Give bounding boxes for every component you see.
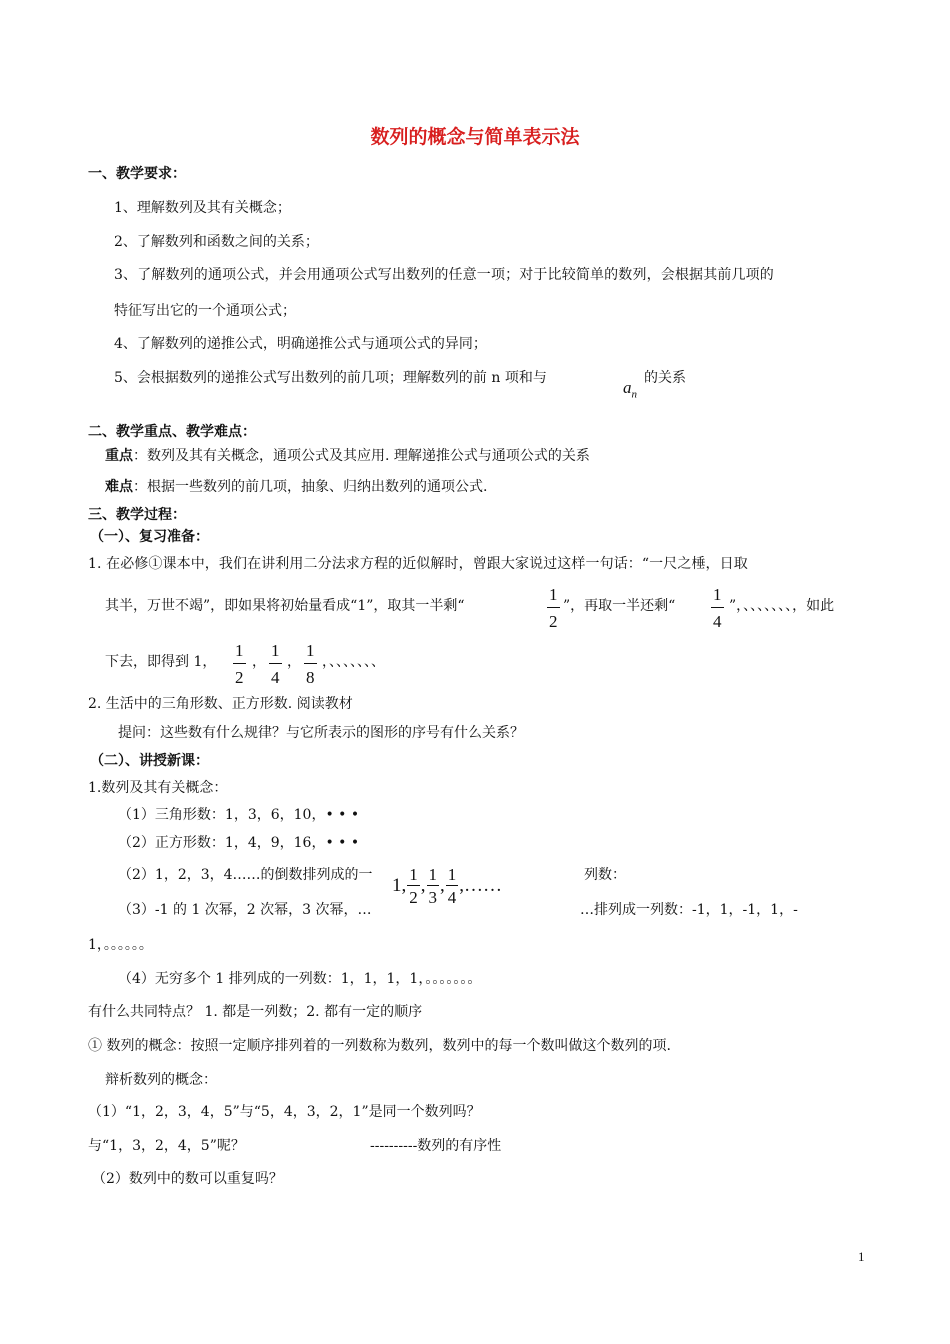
requirement-1: 1、理解数列及其有关概念； xyxy=(114,200,291,216)
powers-line-a: （3）-1 的 1 次幂，2 次幂，3 次幂，… xyxy=(118,902,372,918)
requirement-4: 4、了解数列的递推公式，明确递推公式与通项公式的异同； xyxy=(114,336,487,352)
requirement-3-cont: 特征写出它的一个通项公式； xyxy=(114,303,296,319)
powers-line-b: …排列成一列数：-1，1，-1，1，- xyxy=(580,902,798,918)
paragraph-1-line-2a: 其半，万世不竭”，即如果将初始量看成“1”，取其一半剩“ xyxy=(105,598,465,614)
requirement-2: 2、了解数列和函数之间的关系； xyxy=(114,234,319,250)
section-1-heading: 一、教学要求： xyxy=(88,166,186,182)
formula-fraction-half: $\frac{1}{2}$ xyxy=(409,865,418,907)
requirement-3: 3、了解数列的通项公式，并会用通项公式写出数列的任意一项；对于比较简单的数列，会根据其前几项的 xyxy=(114,267,774,283)
reciprocal-sequence-formula xyxy=(392,866,502,906)
paragraph-1-line-3b: ，、、、、、、、 xyxy=(322,654,385,670)
order-note: ----------数列的有序性 xyxy=(370,1138,502,1154)
fraction-one-quarter: 1 4 xyxy=(713,585,722,631)
comma-1: ， xyxy=(252,654,266,670)
comma-2: ， xyxy=(287,654,301,670)
paragraph-1-line-1: 1. 在必修①课本中，我们在讲利用二分法求方程的近似解时，曾跟大家说过这样一句话：“一尺之棰，日取 xyxy=(88,556,748,572)
formula-ellipsis: ,…… xyxy=(459,875,502,896)
common-features: 有什么共同特点？ 1. 都是一列数；2. 都有一定的顺序 xyxy=(88,1004,423,1020)
ones-sequence: （4）无穷多个 1 排列成的一列数：1，1，1，1，。。。。。。。 xyxy=(118,971,482,987)
question-1: （1）“1，2，3，4，5”与“5，4，3，2，1”是同一个数列吗？ xyxy=(88,1104,481,1120)
formula-sep-1: , xyxy=(420,875,426,896)
paragraph-1-line-2b: ”，再取一半还剩“ xyxy=(563,598,676,614)
fraction-half-2: 1 2 xyxy=(235,641,244,687)
paragraph-2: 2. 生活中的三角形数、正方形数. 阅读教材 xyxy=(88,696,353,712)
fraction-quarter-2: 1 4 xyxy=(271,641,280,687)
difficult-point: 难点：根据一些数列的前几项，抽象、归纳出数列的通项公式. xyxy=(105,479,488,495)
subsection-new-lesson: （二）、讲授新课： xyxy=(90,753,209,769)
question-1b: 与“1，3，2，4，5”呢？ xyxy=(88,1138,245,1154)
section-3-heading: 三、教学过程： xyxy=(88,507,186,523)
paragraph-1-line-3a: 下去，即得到 1， xyxy=(105,654,217,670)
formula-start: 1, xyxy=(392,875,407,896)
formula-fraction-quarter: $\frac{1}{4}$ xyxy=(447,865,457,907)
requirement-5: 5、会根据数列的递推公式写出数列的前几项；理解数列的前 n 项和与 xyxy=(114,370,547,386)
formula-fraction-third: $\frac{1}{3}$ xyxy=(428,865,437,907)
fraction-one-half: 1 2 xyxy=(549,585,558,631)
analysis-heading: 辩析数列的概念： xyxy=(105,1072,217,1088)
fraction-eighth: 1 8 xyxy=(306,641,315,687)
subsection-review: （一）、复习准备： xyxy=(90,529,209,545)
section-2-heading: 二、教学重点、教学难点： xyxy=(88,424,256,440)
paragraph-1-line-2c: ”，、、、、、、、，如此 xyxy=(729,598,835,614)
powers-line-c: 1，。。。。。。 xyxy=(88,937,153,953)
requirement-5-tail: 的关系 xyxy=(644,370,686,386)
formula-sep-2: , xyxy=(440,875,445,896)
page-number: 1 xyxy=(858,1249,865,1264)
an-symbol: $a_n$ xyxy=(623,378,637,401)
question-2: （2）数列中的数可以重复吗？ xyxy=(92,1171,283,1187)
reciprocal-line-b: 列数： xyxy=(584,867,626,883)
reciprocal-line-a: （2）1，2，3，4……的倒数排列成的一 xyxy=(118,867,373,883)
square-numbers: （2）正方形数：1，4，9，16，• • • xyxy=(118,835,360,851)
concept-heading: 1.数列及其有关概念： xyxy=(88,780,228,796)
triangular-numbers: （1）三角形数：1，3，6，10，• • • xyxy=(118,807,360,823)
key-point: 重点：数列及其有关概念，通项公式及其应用. 理解递推公式与通项公式的关系 xyxy=(105,448,590,464)
question-prompt: 提问：这些数有什么规律？与它所表示的图形的序号有什么关系？ xyxy=(118,725,524,741)
page-title: 数列的概念与简单表示法 xyxy=(370,126,580,148)
sequence-definition: ① 数列的概念：按照一定顺序排列着的一列数称为数列，数列中的每一个数叫做这个数列的项. xyxy=(88,1038,671,1054)
